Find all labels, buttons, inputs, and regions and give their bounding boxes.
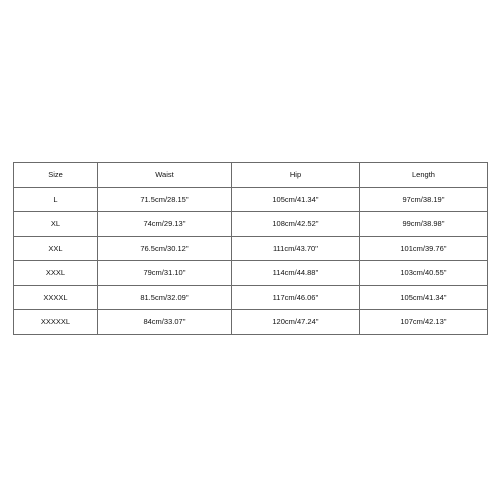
waist-cell: 71.5cm/28.15'' bbox=[98, 187, 232, 212]
header-waist: Waist bbox=[98, 163, 232, 188]
hip-cell: 117cm/46.06'' bbox=[232, 285, 360, 310]
length-cell: 107cm/42.13'' bbox=[360, 310, 488, 335]
waist-cell: 84cm/33.07'' bbox=[98, 310, 232, 335]
header-hip: Hip bbox=[232, 163, 360, 188]
waist-cell: 79cm/31.10'' bbox=[98, 261, 232, 286]
table-row bbox=[14, 236, 488, 261]
hip-cell: 108cm/42.52'' bbox=[232, 212, 360, 237]
hip-cell: 120cm/47.24'' bbox=[232, 310, 360, 335]
size-cell: XXXXXL bbox=[14, 310, 98, 335]
table-row bbox=[14, 212, 488, 237]
size-chart-table bbox=[13, 162, 488, 335]
hip-cell: 111cm/43.70'' bbox=[232, 236, 360, 261]
length-cell: 99cm/38.98'' bbox=[360, 212, 488, 237]
size-chart-header bbox=[14, 163, 488, 188]
waist-cell: 81.5cm/32.09'' bbox=[98, 285, 232, 310]
header-row bbox=[14, 163, 488, 188]
waist-cell: 76.5cm/30.12'' bbox=[98, 236, 232, 261]
length-cell: 105cm/41.34'' bbox=[360, 285, 488, 310]
size-chart-body bbox=[14, 187, 488, 334]
table-row bbox=[14, 285, 488, 310]
length-cell: 103cm/40.55'' bbox=[360, 261, 488, 286]
table-row bbox=[14, 310, 488, 335]
size-cell: XL bbox=[14, 212, 98, 237]
hip-cell: 105cm/41.34'' bbox=[232, 187, 360, 212]
size-cell: XXL bbox=[14, 236, 98, 261]
length-cell: 101cm/39.76'' bbox=[360, 236, 488, 261]
header-length: Length bbox=[360, 163, 488, 188]
size-cell: XXXXL bbox=[14, 285, 98, 310]
size-cell: L bbox=[14, 187, 98, 212]
length-cell: 97cm/38.19'' bbox=[360, 187, 488, 212]
hip-cell: 114cm/44.88'' bbox=[232, 261, 360, 286]
table-row bbox=[14, 261, 488, 286]
size-cell: XXXL bbox=[14, 261, 98, 286]
waist-cell: 74cm/29.13'' bbox=[98, 212, 232, 237]
header-size: Size bbox=[14, 163, 98, 188]
table-row bbox=[14, 187, 488, 212]
